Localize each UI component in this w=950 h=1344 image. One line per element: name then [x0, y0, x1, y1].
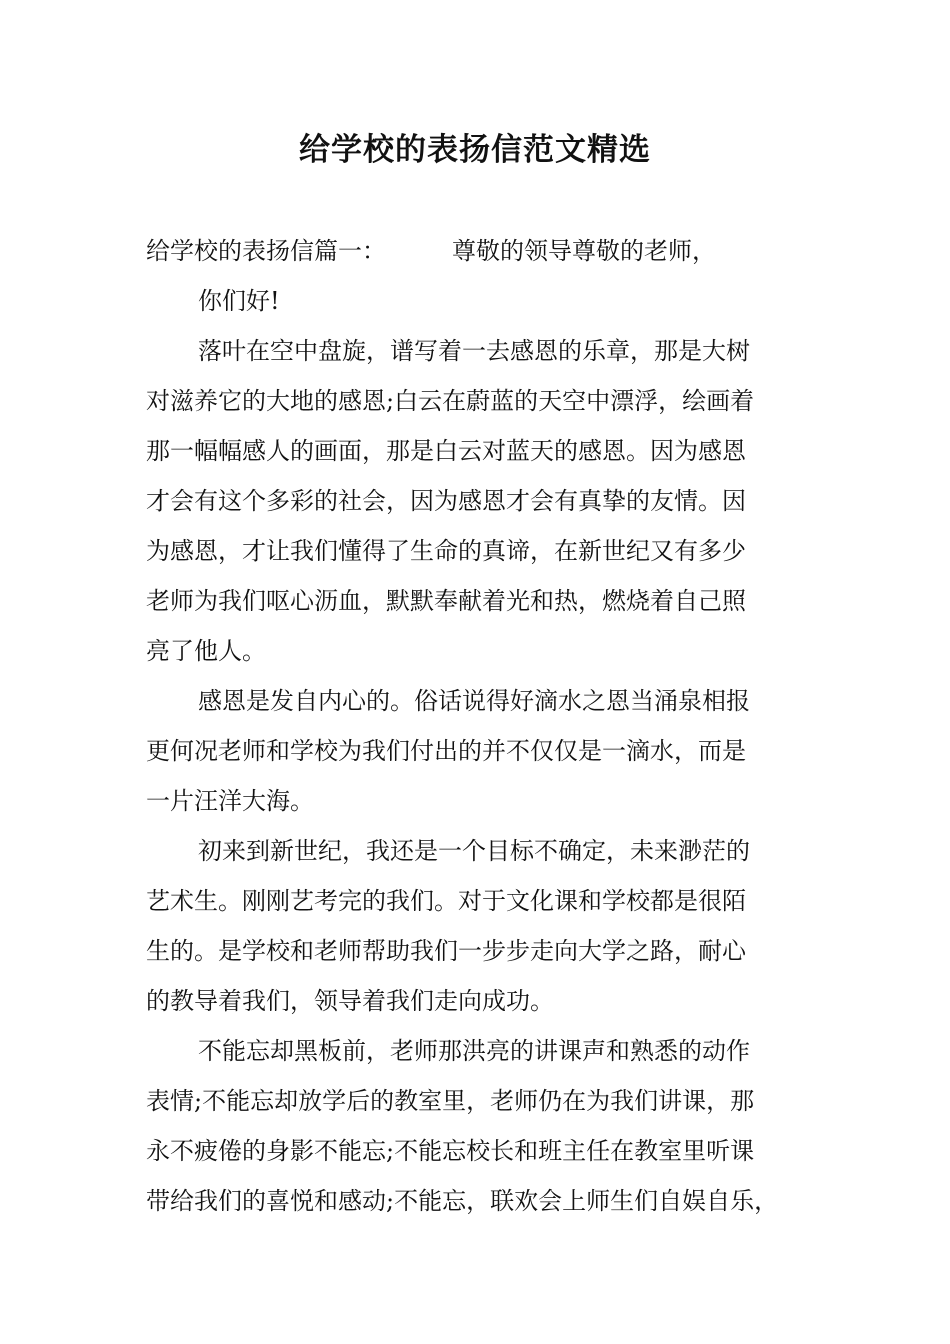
paragraph-4-line-1: 不能忘却黑板前，老师那洪亮的讲课声和熟悉的动作	[198, 1037, 750, 1065]
paragraph-3-line-4: 的教导着我们，领导着我们走向成功。	[146, 987, 554, 1015]
paragraph-4-line-3: 永不疲倦的身影不能忘;不能忘校长和班主任在教室里听课	[146, 1137, 755, 1165]
paragraph-1-line-2: 对滋养它的大地的感恩;白云在蔚蓝的天空中漂浮，绘画着	[146, 387, 755, 415]
salutation: 尊敬的领导尊敬的老师，	[452, 237, 716, 265]
paragraph-3-line-2: 艺术生。刚刚艺考完的我们。对于文化课和学校都是很陌	[146, 887, 746, 915]
paragraph-2-line-2: 更何况老师和学校为我们付出的并不仅仅是一滴水，而是	[146, 737, 746, 765]
opening-line	[146, 226, 808, 276]
greeting: 你们好!	[198, 287, 280, 315]
paragraph-1-line-7: 亮了他人。	[146, 637, 266, 665]
paragraph-1-line-6: 老师为我们呕心沥血，默默奉献着光和热，燃烧着自己照	[146, 587, 746, 615]
paragraph-1-line-3: 那一幅幅感人的画面，那是白云对蓝天的感恩。因为感恩	[146, 437, 746, 465]
paragraph-2-line-1: 感恩是发自内心的。俗话说得好滴水之恩当涌泉相报	[198, 687, 750, 715]
document-title: 给学校的表扬信范文精选	[299, 132, 651, 168]
paragraph-3-line-3: 生的。是学校和老师帮助我们一步步走向大学之路，耐心	[146, 937, 746, 965]
paragraph-4-line-4: 带给我们的喜悦和感动;不能忘，联欢会上师生们自娱自乐，	[146, 1187, 779, 1215]
paragraph-1-line-1: 落叶在空中盘旋，谱写着一去感恩的乐章，那是大树	[198, 337, 750, 365]
intro-label: 给学校的表扬信篇一：	[146, 237, 386, 265]
paragraph-1-line-5: 为感恩，才让我们懂得了生命的真谛，在新世纪又有多少	[146, 537, 746, 565]
paragraph-4-line-2: 表情;不能忘却放学后的教室里，老师仍在为我们讲课，那	[146, 1087, 755, 1115]
paragraph-3-line-1: 初来到新世纪，我还是一个目标不确定，未来渺茫的	[198, 837, 750, 865]
document-body	[146, 226, 808, 1226]
paragraph-2-line-3: 一片汪洋大海。	[146, 787, 314, 815]
paragraph-1-line-4: 才会有这个多彩的社会，因为感恩才会有真挚的友情。因	[146, 487, 746, 515]
